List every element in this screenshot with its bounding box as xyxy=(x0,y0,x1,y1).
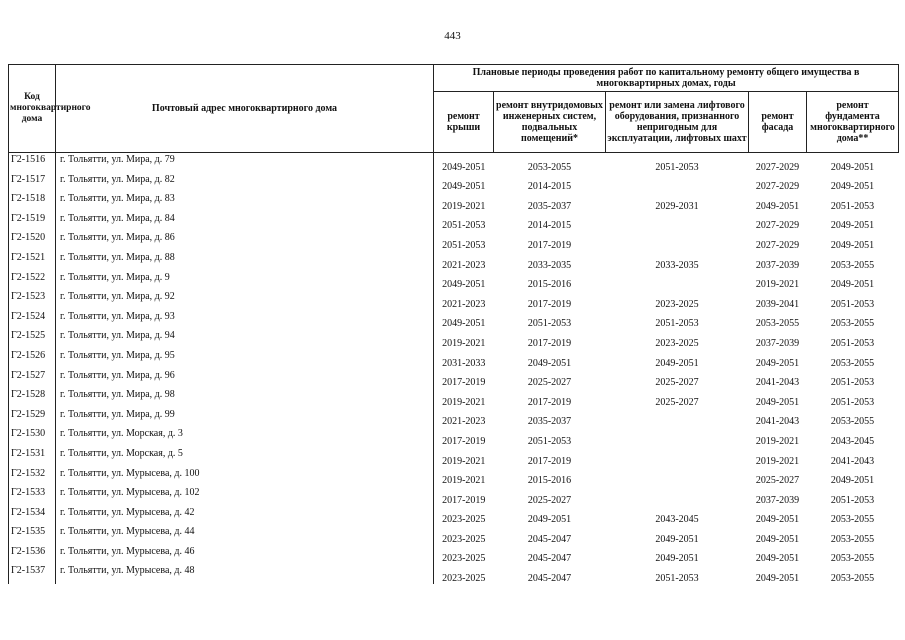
cell-systems: 2015-2016 xyxy=(527,279,572,291)
cell-roof: 2049-2051 xyxy=(442,318,486,330)
cell-address: г. Тольятти, ул. Мира, д. 79 xyxy=(56,153,434,173)
cell-roof: 2019-2021 xyxy=(442,455,486,467)
cell-code: Г2-1535 xyxy=(9,525,56,545)
table-row xyxy=(9,231,899,251)
cell-facade: 2019-2021 xyxy=(755,279,800,291)
cell-address: г. Тольятти, ул. Мира, д. 94 xyxy=(56,329,434,349)
cell-foundation: 2051-2053 xyxy=(830,200,875,212)
cell-address: г. Тольятти, ул. Мира, д. 92 xyxy=(56,290,434,310)
table-row xyxy=(9,506,899,526)
cell-code: Г2-1516 xyxy=(9,153,56,173)
cell-systems: 2017-2019 xyxy=(527,239,572,251)
cell-roof: 2021-2023 xyxy=(442,416,486,428)
table-row xyxy=(9,310,899,330)
cell-facade: 2027-2029 xyxy=(755,239,800,251)
cell-facade: 2053-2055 xyxy=(755,318,800,330)
cell-facade: 2049-2051 xyxy=(755,533,800,545)
cell-roof: 2021-2023 xyxy=(442,298,486,310)
cell-code: Г2-1532 xyxy=(9,467,56,487)
cell-address: г. Тольятти, ул. Мурысева, д. 46 xyxy=(56,545,434,565)
table-row xyxy=(9,427,899,447)
cell-systems: 2045-2047 xyxy=(527,533,572,545)
cell-systems: 2017-2019 xyxy=(527,396,572,408)
cell-address: г. Тольятти, ул. Мира, д. 93 xyxy=(56,310,434,330)
cell-elevator: 2051-2053 xyxy=(655,318,699,330)
cell-roof: 2049-2051 xyxy=(442,279,486,291)
cell-facade: 2049-2051 xyxy=(755,573,800,585)
cell-systems: 2051-2053 xyxy=(527,318,572,330)
cell-systems: 2049-2051 xyxy=(527,357,572,369)
table-row xyxy=(9,369,899,389)
cell-facade: 2037-2039 xyxy=(755,337,800,349)
page-number: 443 xyxy=(444,30,461,42)
cell-elevator xyxy=(606,173,749,193)
header-roof: ремонт крыши xyxy=(434,92,494,153)
header-code: Код многоквартирного дома xyxy=(9,65,56,153)
cell-elevator: 2033-2035 xyxy=(655,259,699,271)
cell-facade: 2049-2051 xyxy=(755,200,800,212)
cell-foundation: 2049-2051 xyxy=(830,181,875,193)
cell-roof: 2019-2021 xyxy=(442,200,486,212)
cell-systems: 2014-2015 xyxy=(527,181,572,193)
table-row xyxy=(9,525,899,545)
cell-foundation: 2049-2051 xyxy=(830,279,875,291)
cell-elevator: 2049-2051 xyxy=(655,553,699,565)
cell-roof: 2051-2053 xyxy=(442,239,486,251)
cell-facade: 2049-2051 xyxy=(755,553,800,565)
cell-roof: 2023-2025 xyxy=(442,553,486,565)
cell-facade: 2027-2029 xyxy=(755,161,800,173)
cell-systems: 2033-2035 xyxy=(527,259,572,271)
cell-address: г. Тольятти, ул. Мурысева, д. 44 xyxy=(56,525,434,545)
cell-facade: 2019-2021 xyxy=(755,435,800,447)
table-row xyxy=(9,271,899,291)
cell-systems: 2035-2037 xyxy=(527,416,572,428)
table-row xyxy=(9,349,899,369)
table-row xyxy=(9,153,899,173)
cell-systems: 2045-2047 xyxy=(527,573,572,585)
cell-address: г. Тольятти, ул. Мира, д. 9 xyxy=(56,271,434,291)
cell-elevator: 2043-2045 xyxy=(655,514,699,526)
header-facade: ремонт фасада xyxy=(749,92,807,153)
cell-code: Г2-1530 xyxy=(9,427,56,447)
cell-systems: 2053-2055 xyxy=(527,161,572,173)
cell-foundation: 2051-2053 xyxy=(830,337,875,349)
cell-systems: 2017-2019 xyxy=(527,455,572,467)
header-foundation: ремонт фундамента многоквартирного дома** xyxy=(807,92,899,153)
header-periods-group: Плановые периоды проведения работ по капитальному ремонту общего имущества в многоквартирных домах, годы xyxy=(434,65,899,92)
cell-foundation: 2041-2043 xyxy=(830,455,875,467)
table-row xyxy=(9,251,899,271)
cell-foundation: 2051-2053 xyxy=(830,377,875,389)
cell-foundation: 2051-2053 xyxy=(830,396,875,408)
cell-facade: 2037-2039 xyxy=(755,494,800,506)
cell-elevator xyxy=(606,212,749,232)
cell-code: Г2-1529 xyxy=(9,408,56,428)
cell-code: Г2-1518 xyxy=(9,192,56,212)
cell-code: Г2-1519 xyxy=(9,212,56,232)
cell-foundation: 2053-2055 xyxy=(830,357,875,369)
cell-elevator: 2023-2025 xyxy=(655,298,699,310)
cell-roof: 2051-2053 xyxy=(442,220,486,232)
cell-roof: 2023-2025 xyxy=(442,533,486,545)
cell-roof: 2049-2051 xyxy=(442,181,486,193)
cell-address: г. Тольятти, ул. Мурысева, д. 48 xyxy=(56,564,434,584)
cell-facade: 2049-2051 xyxy=(755,357,800,369)
cell-roof: 2031-2033 xyxy=(442,357,486,369)
cell-elevator: 2023-2025 xyxy=(655,337,699,349)
cell-roof: 2019-2021 xyxy=(442,475,486,487)
cell-foundation: 2053-2055 xyxy=(830,573,875,585)
table-row xyxy=(9,486,899,506)
table-row xyxy=(9,192,899,212)
cell-roof: 2019-2021 xyxy=(442,396,486,408)
cell-facade: 2041-2043 xyxy=(755,377,800,389)
cell-roof: 2017-2019 xyxy=(442,494,486,506)
cell-code: Г2-1536 xyxy=(9,545,56,565)
header-address: Почтовый адрес многоквартирного дома xyxy=(56,65,434,153)
cell-code: Г2-1533 xyxy=(9,486,56,506)
table-row xyxy=(9,564,899,584)
cell-roof: 2017-2019 xyxy=(442,377,486,389)
cell-elevator: 2049-2051 xyxy=(655,533,699,545)
cell-roof: 2049-2051 xyxy=(442,161,486,173)
cell-code: Г2-1521 xyxy=(9,251,56,271)
cell-foundation: 2049-2051 xyxy=(830,161,875,173)
cell-systems: 2025-2027 xyxy=(527,494,572,506)
cell-foundation: 2051-2053 xyxy=(830,298,875,310)
cell-address: г. Тольятти, ул. Морская, д. 3 xyxy=(56,427,434,447)
cell-elevator xyxy=(606,467,749,487)
cell-facade: 2041-2043 xyxy=(755,416,800,428)
cell-address: г. Тольятти, ул. Мурысева, д. 42 xyxy=(56,506,434,526)
cell-facade: 2049-2051 xyxy=(755,514,800,526)
table-body xyxy=(9,153,899,585)
cell-facade: 2025-2027 xyxy=(755,475,800,487)
cell-facade: 2039-2041 xyxy=(755,298,800,310)
cell-foundation: 2053-2055 xyxy=(830,318,875,330)
table-row xyxy=(9,467,899,487)
cell-foundation: 2053-2055 xyxy=(830,533,875,545)
cell-code: Г2-1526 xyxy=(9,349,56,369)
cell-elevator: 2051-2053 xyxy=(655,161,699,173)
cell-code: Г2-1523 xyxy=(9,290,56,310)
cell-address: г. Тольятти, ул. Мира, д. 98 xyxy=(56,388,434,408)
cell-code: Г2-1531 xyxy=(9,447,56,467)
cell-elevator: 2051-2053 xyxy=(655,573,699,585)
cell-roof: 2023-2025 xyxy=(442,573,486,585)
table-row xyxy=(9,408,899,428)
cell-address: г. Тольятти, ул. Мира, д. 83 xyxy=(56,192,434,212)
header-row-top xyxy=(9,65,899,92)
cell-roof: 2023-2025 xyxy=(442,514,486,526)
cell-address: г. Тольятти, ул. Мира, д. 99 xyxy=(56,408,434,428)
cell-code: Г2-1537 xyxy=(9,564,56,584)
cell-code: Г2-1520 xyxy=(9,231,56,251)
cell-elevator: 2025-2027 xyxy=(655,396,699,408)
cell-code: Г2-1534 xyxy=(9,506,56,526)
cell-foundation: 2049-2051 xyxy=(830,239,875,251)
cell-code: Г2-1522 xyxy=(9,271,56,291)
cell-systems: 2045-2047 xyxy=(527,553,572,565)
cell-foundation: 2053-2055 xyxy=(830,514,875,526)
cell-address: г. Тольятти, ул. Мира, д. 84 xyxy=(56,212,434,232)
cell-systems: 2025-2027 xyxy=(527,377,572,389)
cell-facade: 2027-2029 xyxy=(755,181,800,193)
cell-foundation: 2053-2055 xyxy=(830,553,875,565)
cell-facade: 2049-2051 xyxy=(755,396,800,408)
header-systems: ремонт внутридомовых инженерных систем, подвальных помещений* xyxy=(494,92,606,153)
cell-elevator: 2049-2051 xyxy=(655,357,699,369)
cell-code: Г2-1517 xyxy=(9,173,56,193)
cell-foundation: 2053-2055 xyxy=(830,416,875,428)
cell-address: г. Тольятти, ул. Мира, д. 82 xyxy=(56,173,434,193)
cell-elevator xyxy=(606,486,749,506)
cell-elevator: 2029-2031 xyxy=(655,200,699,212)
cell-elevator xyxy=(606,408,749,428)
cell-facade: 2019-2021 xyxy=(755,455,800,467)
cell-elevator xyxy=(606,427,749,447)
cell-foundation: 2049-2051 xyxy=(830,220,875,232)
cell-systems: 2015-2016 xyxy=(527,475,572,487)
cell-systems: 2049-2051 xyxy=(527,514,572,526)
table-row xyxy=(9,290,899,310)
cell-systems: 2035-2037 xyxy=(527,200,572,212)
cell-code: Г2-1525 xyxy=(9,329,56,349)
cell-systems: 2017-2019 xyxy=(527,337,572,349)
table-row xyxy=(9,447,899,467)
table-row xyxy=(9,212,899,232)
cell-address: г. Тольятти, ул. Мира, д. 86 xyxy=(56,231,434,251)
cell-elevator xyxy=(606,231,749,251)
cell-roof: 2021-2023 xyxy=(442,259,486,271)
cell-code: Г2-1528 xyxy=(9,388,56,408)
header-elevator: ремонт или замена лифтового оборудования, признанного непригодным для эксплуатации, лифтовых шахт xyxy=(606,92,749,153)
cell-foundation: 2043-2045 xyxy=(830,435,875,447)
cell-roof: 2019-2021 xyxy=(442,337,486,349)
cell-systems: 2051-2053 xyxy=(527,435,572,447)
capital-repair-table xyxy=(8,64,899,584)
cell-address: г. Тольятти, ул. Мира, д. 95 xyxy=(56,349,434,369)
cell-foundation: 2049-2051 xyxy=(830,475,875,487)
cell-elevator xyxy=(606,447,749,467)
cell-foundation: 2053-2055 xyxy=(830,259,875,271)
cell-address: г. Тольятти, ул. Морская, д. 5 xyxy=(56,447,434,467)
table-row xyxy=(9,329,899,349)
table-row xyxy=(9,545,899,565)
cell-elevator: 2025-2027 xyxy=(655,377,699,389)
cell-foundation: 2051-2053 xyxy=(830,494,875,506)
cell-facade: 2027-2029 xyxy=(755,220,800,232)
cell-code: Г2-1524 xyxy=(9,310,56,330)
cell-systems: 2017-2019 xyxy=(527,298,572,310)
cell-elevator xyxy=(606,271,749,291)
cell-address: г. Тольятти, ул. Мурысева, д. 100 xyxy=(56,467,434,487)
table-row xyxy=(9,388,899,408)
cell-address: г. Тольятти, ул. Мурысева, д. 102 xyxy=(56,486,434,506)
cell-roof: 2017-2019 xyxy=(442,435,486,447)
cell-facade: 2037-2039 xyxy=(755,259,800,271)
table-row xyxy=(9,173,899,193)
cell-address: г. Тольятти, ул. Мира, д. 96 xyxy=(56,369,434,389)
cell-address: г. Тольятти, ул. Мира, д. 88 xyxy=(56,251,434,271)
cell-code: Г2-1527 xyxy=(9,369,56,389)
cell-systems: 2014-2015 xyxy=(527,220,572,232)
